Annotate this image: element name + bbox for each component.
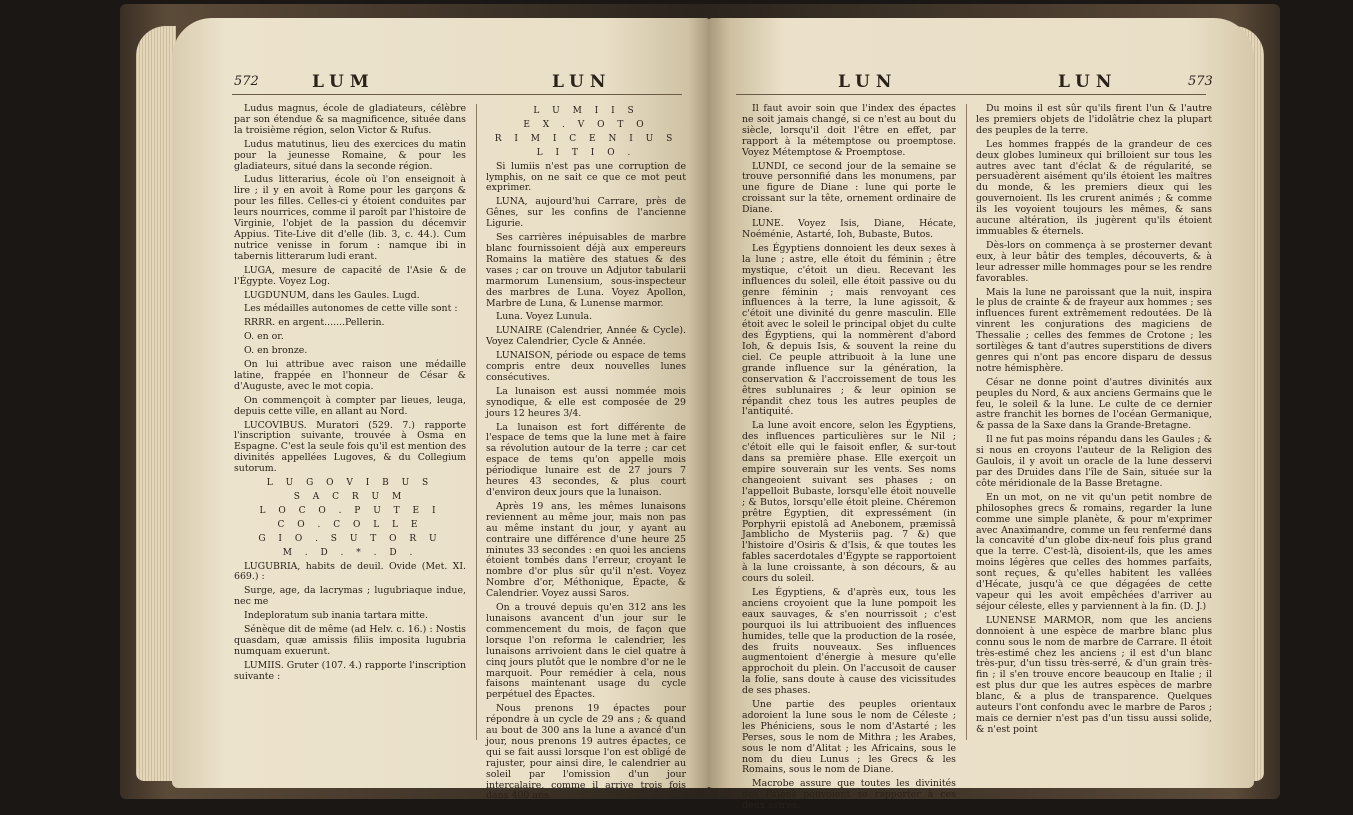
column-divider [476, 104, 477, 740]
entry: Ses carrières inépuisables de marbre blanc fournissoient déjà aux empereurs Romains la matière des statues & des vases ; car on trouve un Adjutor tabularii marmorum Lunensium, sous-inspecteur des marbres de Luna. Voyez Apollon, Marbre de Luna, & Lunense marmor. [486, 232, 686, 309]
entry: LUGUBRIA, habits de deuil. Ovide (Met. XI. 669.) : [234, 560, 466, 583]
entry: En un mot, on ne vit qu'un petit nombre de philosophes grecs & romains, regarder la lune comme une simple planète, & pour m'exprimer avec Anaximandre, comme un feu renfermé dans la concavité d'un globe dix-neuf fois plus grand que la terre. C'est-là, disoient-ils, que les ames moins légères que celles des hommes parfaits, sont reçues, & qu'elles habitent les vallées d'Hécate, jusqu'à ce que dégagées de cette vapeur qui les avoit empêchées d'arriver au séjour céleste, elles y parviennent à la fin. (D. J.) [976, 491, 1212, 612]
entry: On commençoit à compter par lieues, leuga, depuis cette ville, en allant au Nord. [234, 394, 466, 417]
running-head: LUN [552, 72, 612, 92]
entry: LUNAIRE (Calendrier, Année & Cycle). Voyez Calendrier, Cycle & Année. [486, 325, 686, 348]
entry: LUNENSE MARMOR, nom que les anciens donnoient à une espèce de marbre blanc plus connu sous le nom de marbre de Carrare. Il étoit très-estimé chez les anciens ; il est d'un blanc très-pur, d'un tissu très-serré, & d'un grain très-fin ; il s'en trouve encore beaucoup en Italie ; il est plus dur que les autres espèces de marbre blanc, & a plus de transparence. Quelques auteurs l'ont confondu avec le marbre de Paros ; mais ce dernier n'est pas d'un tissu aussi solide, & n'est point [976, 614, 1212, 735]
entry: Ludus litterarius, école où l'on enseignoit à lire ; il y en avoit à Rome pour les garçons & pour les filles. Celles-ci y étoient conduites par leurs nourrices, comme il paroît par l'histoire de Virginie, l'objet de la passion du décemvir Appius. Tite-Live dit d'elle (lib. 3, c. 44.). Cum nutrice venisse in forum : namque ibi in tabernis litterarum ludi erant. [234, 174, 466, 262]
column-divider [966, 104, 967, 740]
entry: Les médailles autonomes de cette ville sont : [244, 303, 458, 315]
entry: Les Égyptiens, & d'après eux, tous les anciens croyoient que la lune pompoit les eaux sauvages, & s'en nourrissoit ; c'est pourquoi ils lui attribuoient des influences humides, telle que la production de la rosée, des fruits nouveaux. Ses influences augmentoient d'énergie à mesure qu'elle approchoit du plein. On l'accusoit de causer la folie, sans doute à cause des vicissitudes de ses phases. [742, 586, 956, 697]
entry: Ludus matutinus, lieu des exercices du matin pour la jeunesse Romaine, & pour les gladiateurs, situé dans la seconde région. [234, 138, 466, 172]
entry: RRRR. en argent.......Pellerin. [244, 317, 385, 329]
inscription-line: C O . C O L L E [277, 519, 423, 530]
entry: Il ne fut pas moins répandu dans les Gaules ; & si nous en croyons l'auteur de la Religion des Gaulois, il y avoit un oracle de la lune desservi par des Druides dans l'île de Sain, située sur la côte méridionale de la Basse Bretagne. [976, 434, 1212, 489]
entry: Après 19 ans, les mêmes lunaisons reviennent au même jour, mais non pas au même instant du jour, y ayant au contraire une différence d'une heure 25 minutes 33 secondes : en quoi les anciens étoient tombés dans l'erreur, croyant le nombre d'or plus sûr qu'il n'est. Voyez Nombre d'or, Méthonique, Épacte, & Calendrier. Voyez aussi Saros. [486, 500, 686, 600]
running-head: LUM [312, 72, 375, 92]
entry: On lui attribue avec raison une médaille latine, frappée en l'honneur de César & d'Auguste, avec le mot copia. [234, 359, 466, 392]
entry: LUCOVIBUS. Muratori (529. 7.) rapporte l'inscription suivante, trouvée à Osma en Espagne. C'est la seule fois qu'il est mention des divinités appellées Lugoves, & du Collegium sutorum. [234, 419, 467, 475]
entry: LUNA, aujourd'hui Carrare, près de Gênes, sur les confins de l'ancienne Ligurie. [486, 196, 686, 230]
inscription-line: R I M I C E N I U S [494, 133, 678, 144]
running-head: LUN [1058, 72, 1118, 92]
inscription-line: M . D . * . D . [282, 547, 418, 558]
quote-line: Surge, age, da lacrymas ; lugubriaque indue, nec me [234, 585, 466, 608]
entry: Les hommes frappés de la grandeur de ces deux globes lumineux qui brilloient sur tous les autres avec tant d'éclat & de régularité, se persuadèrent aisément qu'ils étoient les maîtres du monde, & les premiers dieux qui les gouvernoient. Ils les crurent animés ; & comme ils les voyoient toujours les mêmes, & sans aucune altération, ils jugèrent qu'ils étoient immuables & éternels. [976, 138, 1212, 237]
entry: La lunaison est fort différente de l'espace de tems que la lune met à faire sa révolution autour de la terre ; car cet espace de tems qu'on appelle mois périodique lunaire est de 27 jours 7 heures 43 secondes, & plus court d'environ deux jours que la lunaison. [486, 421, 686, 498]
column-right [976, 104, 1212, 739]
column-right [486, 104, 686, 805]
entry: César ne donne point d'autres divinités aux peuples du Nord, & aux anciens Germains que le feu, le soleil & la lune. Le culte de ce dernier astre franchit les bornes de l'océan Germanique, & passa de la Saxe dans la Grande-Bretagne. [976, 376, 1212, 432]
entry: LUNE. Voyez Isis, Diane, Hécate, Noéménie, Astarté, Ioh, Bubaste, Butos. [742, 218, 956, 240]
inscription-line: L U M I I S [533, 106, 639, 116]
inscription-line: S A C R U M [293, 492, 407, 502]
right-page [708, 18, 1254, 812]
entry: Nous prenons 19 épactes pour répondre à un cycle de 29 ans ; & quand au bout de 300 ans la lune a avancé d'un jour, nous prenons 19 autres épactes, ce qui se fait aussi lorsque l'on est obligé de rajuster, pour ainsi dire, le calendrier au soleil par l'omission d'un jour intercalaire, comme il arrive trois fois dans 400 ans. [486, 703, 686, 802]
running-head: LUN [838, 72, 898, 92]
page-number: 573 [1188, 74, 1213, 89]
entry: Les Égyptiens donnoient les deux sexes à la lune ; astre, elle étoit du féminin ; être mystique, c'étoit un dieu. Recevant les influences du soleil, elle étoit passive ou du genre féminin ; mais renvoyant ces influences à la terre, la lune agissoit, & c'étoit une divinité du genre masculin. Elle étoit avec le soleil le principal objet du culte des Égyptiens, qui la nommèrent d'abord Ioh, & depuis Isis, & souvent la reine du ciel. Ce peuple attribuoit à la lune une grande influence sur la génération, la conservation & l'accroissement de tous les êtres sublunaires ; & leur opinion se répandit chez tous les autres peuples de l'antiquité. [742, 242, 956, 418]
inscription-line: L U G O V I B U S [266, 478, 434, 489]
inscription-line: L I T I O . [536, 147, 636, 158]
entry: Dès-lors on commença à se prosterner devant eux, à leur bâtir des temples, découverts, & à leur adresser mille hommages pour se les rendre favorables. [976, 239, 1212, 284]
entry: Mais la lune ne paroissant que la nuit, inspira le plus de crainte & de frayeur aux hommes ; ses influences furent extrêmement redoutées. De là vinrent les conjurations des magiciens de Thessalie ; celles des femmes de Crotone ; les sortilèges & tant d'autres superstitions de divers genres qui n'ont pas encore disparu de dessus notre hémisphère. [976, 286, 1212, 374]
page-number: 572 [234, 74, 259, 89]
entry: La lune avoit encore, selon les Égyptiens, des influences particulières sur le Nil ; c'étoit elle qui le faisoit enfler, & sur-tout dans sa première phase. Elle exerçoit un empire souverain sur les vents. Ses noms changeoient suivant ses phases ; on l'appelloit Bubaste, lorsqu'elle étoit nouvelle ; & Butos, lorsqu'elle étoit pleine. Chéremon prêtre Égyptien, dit expressément (in Porphyrii epistolâ ad Anebonem, præmissâ Jamblicho de Mysteriis pag. 7 &) que l'histoire d'Osiris & d'Isis, & que toutes les fables sacerdotales d'Égypte se rapportoient à la lune croissante, à son décours, & au cours du soleil. [742, 420, 956, 585]
column-left [234, 104, 466, 686]
entry: On a trouvé depuis qu'en 312 ans les lunaisons avancent d'un jour sur le commencement du mois, de façon que lorsque l'on reforma le calendrier, les lunaisons arrivoient dans le ciel quatre à cinq jours plutôt que le nombre d'or ne le marquoit. Pour remédier à cela, nous faisons maintenant usage du cycle perpétuel des Épactes. [486, 602, 686, 701]
header-rule [232, 94, 682, 95]
quote-line: Indeploratum sub inania tartara mitte. [244, 610, 428, 622]
inscription-line: G I O . S U T O R U [258, 533, 442, 544]
inscription-line: L O C O . P U T E I [259, 505, 441, 516]
entry: Sénèque dit de même (ad Helv. c. 16.) : Nostis quasdam, quæ amissis filiis imposita lugubria numquam exuerunt. [234, 624, 466, 657]
open-book [120, 4, 1280, 812]
entry: Si lumiis n'est pas une corruption de lymphis, on ne sait ce que ce mot peut exprimer. [486, 160, 686, 194]
entry: Luna. Voyez Lunula. [496, 311, 593, 323]
entry: LUMIIS. Gruter (107. 4.) rapporte l'inscription suivante : [234, 659, 466, 682]
left-page [172, 18, 710, 802]
entry: LUNAISON, période ou espace de tems compris entre deux nouvelles lunes consécutives. [486, 350, 686, 383]
entry: LUGDUNUM, dans les Gaules. Lugd. [244, 289, 420, 301]
column-left [742, 104, 956, 815]
header-rule [736, 94, 1206, 95]
entry: LUGA, mesure de capacité de l'Asie & de l'Égypte. Voyez Log. [234, 264, 466, 287]
entry: Il faut avoir soin que l'index des épactes ne soit jamais changé, si ce n'est au bout du siècle, lorsqu'il doit l'être en effet, par rapport à la métemptose ou proemptose. Voyez Métemptose & Proemptose. [742, 103, 956, 158]
entry: Du moins il est sûr qu'ils firent l'un & l'autre les premiers objets de l'idolâtrie chez la plupart des peuples de la terre. [976, 103, 1212, 136]
entry: Une partie des peuples orientaux adoroient la lune sous le nom de Céleste ; les Phéniciens, sous le nom d'Astarté ; les Perses, sous le nom de Mithra ; les Arabes, sous le nom d'Alitat ; les Africains, sous le nom du dieu Lunus ; les Grecs & les Romains, sous le nom de Diane. [742, 699, 956, 776]
left-page-edges [136, 26, 176, 781]
entry: Macrobe assure que toutes les divinités des Païens pouvoient se rapporter à ces deux astres. [742, 778, 956, 812]
entry: La lunaison est aussi nommée mois synodique, & elle est composée de 29 jours 12 heures 3/4. [486, 385, 686, 419]
inscription-line: E X . V O T O [523, 119, 649, 130]
entry: Ludus magnus, école de gladiateurs, célèbre par son étendue & sa magnificence, située dans la troisième région, selon Victor & Rufus. [234, 103, 466, 136]
entry: LUNDI, ce second jour de la semaine se trouve personnifié dans les monumens, par une figure de Diane : lune qui porte le croissant sur la tête, ornement ordinaire de Diane. [742, 160, 956, 216]
entry: O. en or. [244, 331, 284, 343]
entry: O. en bronze. [244, 345, 308, 357]
